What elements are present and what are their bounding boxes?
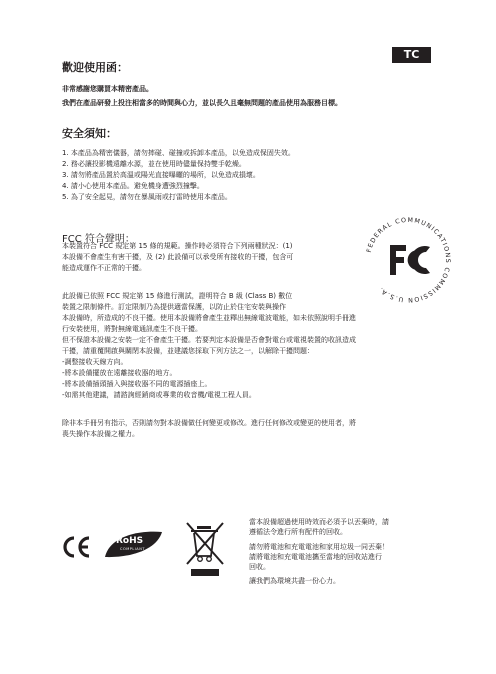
welcome-thanks: 非常感謝您購買本精密產品。 [62, 85, 153, 93]
fcc-line: 本設備時，所造成的不良干擾。使用本設備將會產生並釋出無線電波電能，如未依照說明手冊進 [62, 314, 356, 322]
weee-paragraph-3 [249, 576, 439, 586]
welcome-title: 歡迎使用函： [62, 61, 128, 74]
fcc-line: -將本設備擺放在遠離接收器的地方。 [62, 369, 177, 377]
fcc-line: 本裝置符合 FCC 規定第 15 條的規範。操作時必須符合下列兩種狀況：(1) [62, 242, 293, 250]
welcome-commitment: 我們在產品研發上投注相當多的時間與心力，並以長久且毫無問題的產品使用為服務目標。 [62, 99, 342, 107]
safety-item: 1. 本產品為精密儀器，請勿摔碰、碰撞或拆卸本產品，以免造成保固失效。 [62, 149, 295, 157]
weee-line: 請勿將電池和充電電池和家用垃圾一同丟棄！ [249, 543, 389, 551]
fcc-monogram [390, 245, 430, 275]
weee-paragraph-2 [249, 542, 439, 572]
fcc-title: FCC 符合聲明： [62, 234, 135, 245]
fcc-line: 喪失操作本設備之權力。 [62, 430, 139, 438]
rohs-compliant-text: COMPLIANT [120, 547, 145, 551]
fcc-paragraph-3 [62, 418, 432, 440]
weee-line: 遵循法令進行所有配件的回收。 [249, 528, 347, 536]
fcc-line: 但不保證本設備之安裝一定不會產生干擾。若要判定本設備是否會對電台或電視裝置的收訊造成 [62, 336, 356, 344]
safety-title: 安全須知： [62, 127, 117, 140]
fcc-logo-ring-text: FEDERAL COMMUNICATIONS COMMISSION U.S.A. [365, 216, 452, 304]
weee-paragraph-1 [249, 517, 439, 537]
weee-line: 請將電池和充電電池攜至當地的回收站進行 [249, 553, 382, 561]
fcc-line: 裝置之限制條件。訂定限制乃為提供適當保護，以防止於住宅安裝與操作 [62, 303, 286, 311]
ce-mark-icon [62, 536, 92, 558]
fcc-line: 行安裝使用，將對無線電通訊產生不良干擾。 [62, 325, 202, 333]
weee-line: 當本設備超過使用時效而必須予以丟棄時，請 [249, 518, 389, 526]
fcc-logo [362, 214, 454, 306]
rohs-logo [102, 529, 164, 559]
rohs-text: RoHS [116, 536, 144, 546]
fcc-line: 除非本手冊另有指示，否則請勿對本設備做任何變更或修改。進行任何修改或變更的使用者，將 [62, 419, 356, 427]
fcc-line: -將本設備插頭插入與接收器不同的電源插座上。 [62, 380, 212, 388]
fcc-line: -調整接收天線方向。 [62, 358, 128, 366]
weee-line: 讓我們為環境共盡一份心力。 [249, 577, 340, 585]
fcc-line: 干擾，請重覆開啟與關閉本設備，並建議您採取下列方法之一，以解除干擾問題： [62, 347, 314, 355]
safety-item: 2. 務必讓投影機遠離水源，並在使用時儘量保持雙手乾燥。 [62, 160, 246, 168]
safety-item: 5. 為了安全起見，請勿在暴風雨或打雷時使用本產品。 [62, 193, 232, 201]
fcc-line: -如需其他建議，請諮詢經銷商或專業的收音機/電視工程人員。 [62, 391, 256, 399]
safety-item: 4. 請小心使用本產品。避免機身遭強烈撞擊。 [62, 182, 204, 190]
fcc-line: 此設備已依照 FCC 規定第 15 條進行測試，證明符合 B 級 (Class B) 數位 [62, 292, 293, 300]
fcc-line: 能造成運作不正常的干擾。 [62, 264, 146, 272]
fcc-paragraph-2 [62, 291, 432, 401]
weee-bin-icon [180, 517, 232, 579]
region-tag: TC [392, 47, 431, 63]
weee-line: 回收。 [249, 563, 270, 571]
safety-item: 3. 請勿將產品置於高溫或陽光直接曝曬的場所，以免造成損壞。 [62, 171, 260, 179]
fcc-line: 本設備不會產生有害干擾，及 (2) 此設備可以承受所有接收的干擾，包含可 [62, 253, 294, 261]
safety-list [62, 148, 295, 203]
